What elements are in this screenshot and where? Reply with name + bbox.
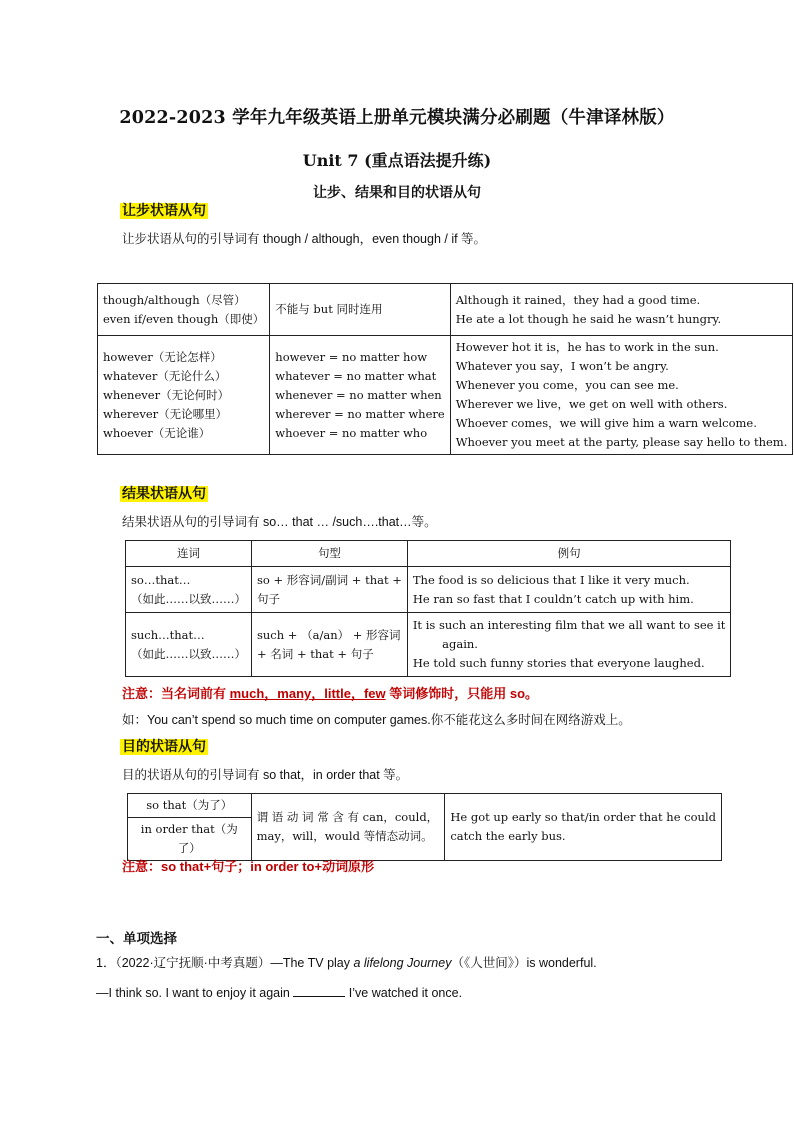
- concession-words-cell: [98, 336, 270, 455]
- q1-title: a lifelong Journey: [353, 956, 452, 970]
- cell-line: wherever = no matter where: [275, 406, 445, 421]
- cell-line: however（无论怎样）: [103, 349, 222, 364]
- cell-line: whenever = no matter when: [275, 387, 442, 402]
- cell-line: whoever（无论谁）: [103, 425, 211, 440]
- cell-line: whatever（无论什么）: [103, 368, 227, 383]
- cell-line: 不能与 but 同时连用: [275, 302, 383, 316]
- cell-line: Wherever we live，we get on well with others.: [455, 397, 728, 411]
- header-cell: 连词: [126, 541, 252, 567]
- cell-line: wherever（无论哪里）: [103, 406, 228, 421]
- cell-line: even if/even though（即使）: [103, 311, 265, 326]
- result-intro: 结果状语从句的引导词有 so… that … /such….that…等。: [122, 515, 437, 529]
- cell-line: so…that…: [131, 572, 191, 587]
- cell-line: whatever = no matter what: [275, 368, 437, 383]
- q1-line2-a: —I think so. I want to enjoy it again: [96, 986, 294, 1000]
- conj-cell: [126, 613, 252, 677]
- purpose-table: [127, 793, 722, 861]
- table-row: [98, 336, 793, 455]
- cell-line: He told such funny stories that everyone laughed.: [412, 656, 705, 670]
- concession-note-cell: [270, 284, 450, 336]
- q1-line2-b: I’ve watched it once.: [345, 986, 463, 1000]
- cell-line: 谓 语 动 词 常 含 有 can，could，: [256, 810, 439, 824]
- concession-note-cell: [270, 336, 450, 455]
- answer-blank[interactable]: [293, 985, 345, 997]
- conj-cell: so that（为了）: [128, 794, 252, 818]
- cell-line: again.: [412, 637, 478, 651]
- q1-prefix: 1．（2022·辽宁抚顺·中考真题）—The TV play: [96, 956, 354, 970]
- conj-cell: [126, 567, 252, 613]
- concession-intro: 让步状语从句的引导词有 though / although，even though / if 等。: [122, 232, 487, 246]
- cell-line: such…that…: [131, 627, 205, 642]
- cell-line: whenever（无论何时）: [103, 387, 230, 402]
- unit-subtitle: Unit 7 (重点语法提升练): [302, 151, 492, 170]
- header-cell: 例句: [407, 541, 731, 567]
- table-row: [128, 794, 722, 818]
- cell-line: （如此……以致……）: [131, 646, 246, 661]
- cell-line: However hot it is，he has to work in the sun.: [455, 340, 719, 354]
- cell-line: He ate a lot though he said he wasn’t hungry.: [455, 311, 722, 326]
- examples-cell: [407, 567, 731, 613]
- concession-examples-cell: [450, 336, 793, 455]
- cell-line: though/although（尽管）: [103, 292, 246, 307]
- cell-line: Although it rained，they had a good time.: [455, 292, 701, 307]
- conj-cell: in order that（为了）: [128, 818, 252, 861]
- q1-suffix: （《人世间》）is wonderful.: [451, 956, 597, 970]
- purpose-heading: 目的状语从句: [122, 739, 206, 755]
- cell-line: such + （a/an） + 形容词: [257, 627, 401, 642]
- pattern-cell: [252, 567, 408, 613]
- document-title: 2022-2023 学年九年级英语上册单元模块满分必刷题（牛津译林版）: [119, 108, 675, 128]
- concession-examples-cell: [450, 284, 793, 336]
- cell-line: He ran so fast that I couldn’t catch up with him.: [412, 591, 694, 606]
- note-words: much，many，little，few: [229, 686, 386, 701]
- result-heading: 结果状语从句: [122, 486, 206, 502]
- concession-table: [97, 283, 793, 455]
- section-heading: 一、单项选择: [96, 931, 177, 946]
- cell-line: catch the early bus.: [450, 829, 566, 843]
- cell-line: He got up early so that/in order that he could: [450, 810, 716, 824]
- concession-heading: 让步状语从句: [122, 203, 206, 219]
- cell-line: Whoever you meet at the party, please say hello to them.: [455, 435, 788, 449]
- result-example-line: 如：You can’t spend so much time on computer games.你不能花这么多时间在网络游戏上。: [122, 713, 631, 727]
- cell-line: 句子: [257, 591, 280, 606]
- result-note: [122, 683, 538, 702]
- cell-line: The food is so delicious that I like it very much.: [412, 572, 690, 587]
- cell-line: whoever = no matter who: [275, 425, 428, 440]
- table-row: [126, 541, 731, 567]
- pattern-cell: [252, 613, 408, 677]
- table-row: [126, 567, 731, 613]
- question-1-line-2: [96, 985, 462, 1000]
- examples-cell: [407, 613, 731, 677]
- cell-line: may，will，would 等情态动词。: [256, 829, 433, 843]
- note-suffix: 等词修饰时，只能用 so。: [385, 686, 539, 701]
- purpose-intro: 目的状语从句的引导词有 so that，in order that 等。: [122, 768, 409, 782]
- result-table: [125, 540, 731, 677]
- cell-line: Whatever you say，I won’t be angry.: [455, 359, 669, 373]
- pattern-cell: [251, 794, 445, 861]
- cell-line: Whoever comes，we will give him a warn welcome.: [455, 416, 757, 430]
- concession-words-cell: [98, 284, 270, 336]
- table-row: [126, 613, 731, 677]
- purpose-note: 注意：so that+句子；in order to+动词原形: [122, 859, 375, 874]
- topic-heading: 让步、结果和目的状语从句: [313, 185, 481, 201]
- header-cell: 句型: [252, 541, 408, 567]
- cell-line: + 名词 + that + 句子: [257, 646, 374, 661]
- cell-line: so + 形容词/副词 + that +: [257, 572, 402, 587]
- cell-line: It is such an interesting film that we all want to see it: [412, 618, 726, 632]
- cell-line: however = no matter how: [275, 349, 428, 364]
- cell-line: Whenever you come，you can see me.: [455, 378, 679, 392]
- cell-line: （如此……以致……）: [131, 591, 246, 606]
- examples-cell: [445, 794, 722, 861]
- question-1: [96, 953, 597, 971]
- table-row: [98, 284, 793, 336]
- note-prefix: 注意：当名词前有: [122, 686, 230, 701]
